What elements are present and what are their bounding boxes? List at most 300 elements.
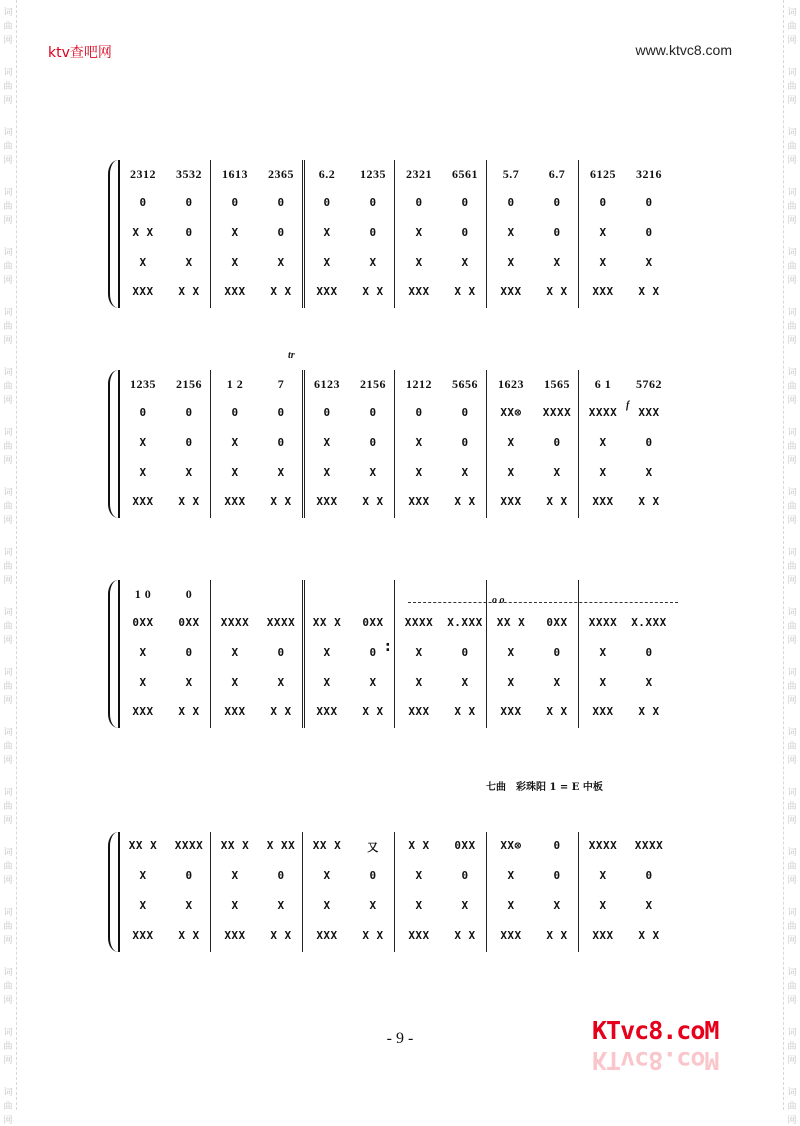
- percussion-note: XXX: [500, 285, 522, 299]
- melody-note: 5762: [636, 376, 662, 391]
- percussion-note: XXX: [316, 929, 338, 942]
- percussion-note: X: [415, 465, 423, 479]
- system-brace: [108, 832, 120, 952]
- percussion-note: XXX: [132, 929, 154, 942]
- margin-char: 网: [3, 696, 13, 706]
- melody-note: 6125: [590, 166, 616, 181]
- margin-char: 曲: [787, 562, 797, 572]
- percussion-note: X: [461, 675, 469, 689]
- percussion-note: X: [139, 646, 147, 659]
- percussion-note: XXX: [224, 285, 246, 299]
- percussion-note: XXXX: [588, 406, 618, 420]
- percussion-note: 0: [461, 406, 469, 420]
- melody-note: 1565: [544, 376, 570, 391]
- percussion-note: 0: [277, 869, 285, 882]
- melody-note: 1212: [406, 376, 432, 391]
- percussion-note: X: [599, 899, 607, 912]
- percussion-note: X X: [638, 705, 660, 719]
- margin-char: 网: [787, 276, 797, 286]
- margin-char: 词: [3, 728, 13, 738]
- percussion-note: X: [323, 465, 331, 479]
- percussion-note: X: [231, 436, 239, 449]
- percussion-note: X: [599, 226, 607, 239]
- margin-char: 网: [787, 96, 797, 106]
- percussion-note: X: [231, 255, 239, 269]
- percussion-note: X: [185, 465, 193, 479]
- percussion-note: X: [461, 899, 469, 912]
- percussion-note: X: [599, 869, 607, 882]
- margin-char: 词: [787, 968, 797, 978]
- melody-note: 6.2: [318, 166, 336, 181]
- margin-char: 曲: [787, 742, 797, 752]
- melody-note: XXXX: [588, 839, 618, 852]
- percussion-note: X: [553, 465, 561, 479]
- percussion-note: X: [599, 646, 607, 659]
- margin-char: 曲: [3, 322, 13, 332]
- page-number: - 9 -: [386, 1030, 414, 1047]
- margin-char: 词: [3, 128, 13, 138]
- margin-char: 词: [3, 908, 13, 918]
- margin-char: 网: [3, 1056, 13, 1066]
- margin-char: 网: [787, 876, 797, 886]
- melody-note: 1235: [130, 376, 156, 391]
- percussion-note: X: [369, 255, 377, 269]
- margin-char: 曲: [787, 262, 797, 272]
- percussion-note: 0: [599, 196, 607, 210]
- margin-char: 网: [3, 456, 13, 466]
- percussion-note: XXX: [132, 495, 154, 509]
- margin-char: 网: [3, 36, 13, 46]
- percussion-note: XXX: [224, 705, 246, 719]
- margin-char: 网: [787, 336, 797, 346]
- percussion-note: X.XXX: [631, 616, 667, 630]
- margin-char: 词: [3, 368, 13, 378]
- percussion-note: 0: [277, 646, 285, 659]
- margin-char: 词: [787, 908, 797, 918]
- margin-char: 曲: [787, 202, 797, 212]
- melody-note: 1613: [222, 166, 248, 181]
- percussion-note: X: [461, 255, 469, 269]
- percussion-note: XX⊗: [500, 406, 522, 420]
- margin-char: 词: [787, 788, 797, 798]
- score-system-3: [118, 580, 680, 728]
- margin-char: 网: [787, 636, 797, 646]
- percussion-note: 0: [461, 646, 469, 659]
- melody-note: 6123: [314, 376, 340, 391]
- margin-char: 词: [787, 368, 797, 378]
- percussion-note: X: [323, 226, 331, 239]
- margin-char: 曲: [3, 562, 13, 572]
- margin-char: 曲: [787, 322, 797, 332]
- percussion-note: XXX: [592, 285, 614, 299]
- percussion-note: XXXX: [542, 406, 572, 420]
- percussion-note: 0: [231, 196, 239, 210]
- margin-char: 曲: [787, 1042, 797, 1052]
- margin-char: 网: [3, 576, 13, 586]
- percussion-note: X: [277, 899, 285, 912]
- margin-char: 网: [3, 516, 13, 526]
- percussion-note: X X: [454, 705, 476, 719]
- margin-char: 词: [3, 68, 13, 78]
- percussion-note: X: [323, 869, 331, 882]
- percussion-note: XX X: [312, 616, 342, 630]
- percussion-note: X: [599, 436, 607, 449]
- percussion-note: XXX: [500, 495, 522, 509]
- margin-char: 曲: [3, 442, 13, 452]
- margin-char: 曲: [787, 142, 797, 152]
- margin-char: 网: [787, 396, 797, 406]
- percussion-note: X X: [132, 226, 154, 239]
- percussion-note: X X: [638, 495, 660, 509]
- margin-char: 网: [787, 696, 797, 706]
- percussion-note: X: [323, 646, 331, 659]
- margin-char: 曲: [787, 802, 797, 812]
- left-margin-strip: [0, 0, 17, 1126]
- margin-char: 曲: [787, 502, 797, 512]
- margin-char: 网: [787, 1116, 797, 1126]
- percussion-note: X: [507, 255, 515, 269]
- melody-note: 0: [185, 586, 193, 601]
- margin-char: 网: [3, 156, 13, 166]
- margin-char: 网: [3, 96, 13, 106]
- percussion-note: X: [323, 675, 331, 689]
- margin-char: 曲: [787, 1102, 797, 1112]
- site-logo: [592, 1016, 742, 1076]
- percussion-note: X: [507, 436, 515, 449]
- margin-char: 词: [3, 1028, 13, 1038]
- percussion-note: XXX: [224, 495, 246, 509]
- margin-char: 词: [787, 488, 797, 498]
- percussion-note: X: [415, 869, 423, 882]
- percussion-note: X: [415, 675, 423, 689]
- percussion-note: 0: [415, 406, 423, 420]
- percussion-note: X: [461, 465, 469, 479]
- margin-char: 词: [787, 68, 797, 78]
- melody-note: 6.7: [548, 166, 566, 181]
- percussion-note: 0: [185, 406, 193, 420]
- repeat-bracket: [408, 602, 678, 603]
- percussion-note: 0: [369, 226, 377, 239]
- margin-char: 词: [3, 968, 13, 978]
- percussion-note: XXXX: [266, 616, 296, 630]
- percussion-note: X X: [546, 705, 568, 719]
- brand-label: ktv查吧网: [48, 45, 112, 61]
- margin-char: 曲: [3, 262, 13, 272]
- margin-char: 网: [3, 816, 13, 826]
- percussion-note: 0: [231, 406, 239, 420]
- trill-mark: tr: [288, 350, 295, 361]
- percussion-note: XXX: [638, 406, 660, 420]
- percussion-note: X: [139, 869, 147, 882]
- margin-char: 网: [3, 336, 13, 346]
- percussion-note: XXX: [592, 929, 614, 942]
- margin-char: 曲: [3, 1042, 13, 1052]
- system-brace: [108, 160, 120, 308]
- percussion-note: X: [415, 899, 423, 912]
- melody-note: 6 1: [594, 376, 612, 391]
- margin-char: 词: [3, 608, 13, 618]
- right-margin-strip: [783, 0, 800, 1126]
- percussion-note: 0: [185, 196, 193, 210]
- percussion-note: 0: [645, 646, 653, 659]
- percussion-note: 0: [369, 406, 377, 420]
- percussion-note: X X: [454, 929, 476, 942]
- percussion-note: X: [185, 255, 193, 269]
- percussion-note: X: [185, 675, 193, 689]
- margin-char: 词: [3, 248, 13, 258]
- percussion-note: X: [139, 465, 147, 479]
- percussion-note: X: [277, 675, 285, 689]
- percussion-note: 0: [507, 196, 515, 210]
- percussion-note: XXX: [132, 705, 154, 719]
- melody-note: 3532: [176, 166, 202, 181]
- margin-char: 网: [787, 936, 797, 946]
- percussion-note: 0: [139, 196, 147, 210]
- percussion-note: X: [553, 255, 561, 269]
- melody-note: 2156: [360, 376, 386, 391]
- percussion-note: XXX: [408, 495, 430, 509]
- margin-char: 词: [787, 8, 797, 18]
- percussion-note: 0: [553, 196, 561, 210]
- percussion-note: 0: [461, 869, 469, 882]
- margin-char: 词: [787, 548, 797, 558]
- margin-char: 曲: [3, 682, 13, 692]
- percussion-note: XXX: [408, 285, 430, 299]
- margin-char: 曲: [3, 742, 13, 752]
- percussion-note: 0: [645, 436, 653, 449]
- melody-note: XX X: [312, 839, 342, 852]
- percussion-note: X: [139, 436, 147, 449]
- percussion-note: 0: [461, 226, 469, 239]
- percussion-note: X: [507, 899, 515, 912]
- percussion-note: 0: [369, 196, 377, 210]
- percussion-note: X X: [270, 495, 292, 509]
- margin-char: 网: [3, 756, 13, 766]
- margin-char: 词: [3, 8, 13, 18]
- margin-char: 曲: [3, 862, 13, 872]
- melody-note: 2312: [130, 166, 156, 181]
- percussion-note: 0: [185, 226, 193, 239]
- margin-char: 网: [3, 876, 13, 886]
- margin-char: 曲: [3, 502, 13, 512]
- score-system-2: [118, 350, 680, 518]
- margin-char: 曲: [3, 22, 13, 32]
- percussion-note: 0: [277, 226, 285, 239]
- margin-char: 词: [3, 548, 13, 558]
- percussion-note: X X: [270, 929, 292, 942]
- percussion-note: X: [369, 899, 377, 912]
- percussion-note: X: [323, 899, 331, 912]
- margin-char: 词: [787, 248, 797, 258]
- margin-char: 网: [787, 36, 797, 46]
- margin-char: 曲: [787, 682, 797, 692]
- margin-char: 网: [3, 996, 13, 1006]
- percussion-note: XXXX: [404, 616, 434, 630]
- margin-char: 词: [3, 668, 13, 678]
- margin-char: 曲: [787, 622, 797, 632]
- percussion-note: X: [599, 255, 607, 269]
- percussion-note: XXX: [592, 495, 614, 509]
- percussion-note: X: [645, 899, 653, 912]
- percussion-note: X X: [454, 285, 476, 299]
- margin-char: 曲: [787, 382, 797, 392]
- percussion-note: X: [231, 226, 239, 239]
- melody-note: XX X: [220, 839, 250, 852]
- percussion-note: 0: [553, 226, 561, 239]
- percussion-note: X: [231, 869, 239, 882]
- melody-note: 5656: [452, 376, 478, 391]
- percussion-note: X: [323, 436, 331, 449]
- percussion-note: X.XXX: [447, 616, 483, 630]
- percussion-note: X: [139, 899, 147, 912]
- percussion-note: XXX: [500, 705, 522, 719]
- percussion-note: X X: [178, 285, 200, 299]
- percussion-note: 0: [645, 869, 653, 882]
- margin-char: 词: [787, 308, 797, 318]
- percussion-note: X X: [546, 495, 568, 509]
- margin-char: 曲: [3, 82, 13, 92]
- percussion-note: XXXX: [588, 616, 618, 630]
- percussion-note: X: [507, 646, 515, 659]
- percussion-note: 0: [323, 406, 331, 420]
- margin-char: 网: [3, 396, 13, 406]
- percussion-note: 0XX: [178, 616, 200, 630]
- margin-char: 曲: [3, 922, 13, 932]
- melody-note: XX X: [128, 839, 158, 852]
- percussion-note: 0: [185, 869, 193, 882]
- percussion-note: X X: [178, 705, 200, 719]
- margin-char: 曲: [787, 22, 797, 32]
- percussion-note: X: [645, 255, 653, 269]
- logo-text: KTvc8.coM: [592, 1016, 719, 1045]
- margin-char: 网: [3, 936, 13, 946]
- margin-char: 词: [787, 428, 797, 438]
- margin-char: 词: [3, 848, 13, 858]
- percussion-note: X X: [638, 285, 660, 299]
- percussion-note: X: [507, 869, 515, 882]
- percussion-note: 0: [277, 406, 285, 420]
- percussion-note: X: [507, 226, 515, 239]
- percussion-note: X: [553, 675, 561, 689]
- percussion-note: 0: [139, 406, 147, 420]
- percussion-note: 0: [323, 196, 331, 210]
- margin-char: 网: [787, 516, 797, 526]
- percussion-note: X X: [270, 705, 292, 719]
- margin-char: 曲: [787, 442, 797, 452]
- percussion-note: 0XX: [132, 616, 154, 630]
- melody-note: XXXX: [634, 839, 664, 852]
- percussion-note: X: [277, 465, 285, 479]
- percussion-note: X: [323, 255, 331, 269]
- melody-note: 1 2: [226, 376, 244, 391]
- percussion-note: 0: [461, 196, 469, 210]
- margin-char: 曲: [3, 982, 13, 992]
- melody-note: 5.7: [502, 166, 520, 181]
- percussion-note: XXX: [500, 929, 522, 942]
- score-system-4: [118, 832, 680, 952]
- percussion-note: 0: [277, 196, 285, 210]
- margin-char: 词: [787, 1028, 797, 1038]
- percussion-note: 0: [645, 226, 653, 239]
- melody-note: 6561: [452, 166, 478, 181]
- percussion-note: XXX: [316, 285, 338, 299]
- margin-char: 词: [3, 428, 13, 438]
- percussion-note: X X: [178, 495, 200, 509]
- margin-char: 曲: [3, 142, 13, 152]
- margin-char: 曲: [3, 382, 13, 392]
- margin-char: 网: [787, 996, 797, 1006]
- system-brace: [108, 580, 120, 728]
- margin-char: 网: [787, 816, 797, 826]
- margin-char: 词: [787, 188, 797, 198]
- percussion-note: X X: [270, 285, 292, 299]
- percussion-note: X: [277, 255, 285, 269]
- percussion-note: X: [231, 646, 239, 659]
- margin-char: 词: [787, 728, 797, 738]
- percussion-note: 0: [185, 646, 193, 659]
- percussion-note: X X: [362, 705, 384, 719]
- section-note: 七曲 彩珠阳 1 = E 中板: [486, 782, 603, 793]
- margin-char: 网: [787, 456, 797, 466]
- percussion-note: X: [139, 255, 147, 269]
- percussion-note: X: [553, 899, 561, 912]
- percussion-note: X X: [454, 495, 476, 509]
- margin-char: 词: [787, 848, 797, 858]
- percussion-note: X: [231, 465, 239, 479]
- margin-char: 词: [787, 608, 797, 618]
- percussion-note: X: [415, 255, 423, 269]
- percussion-note: 0: [369, 646, 377, 659]
- melody-note: 1 0: [134, 586, 152, 601]
- melody-note: 2156: [176, 376, 202, 391]
- percussion-note: XXX: [408, 705, 430, 719]
- percussion-note: X: [507, 465, 515, 479]
- melody-note: 2321: [406, 166, 432, 181]
- margin-char: 词: [3, 788, 13, 798]
- percussion-note: 0: [415, 196, 423, 210]
- percussion-note: X: [645, 465, 653, 479]
- margin-char: 曲: [787, 862, 797, 872]
- melody-note: 1623: [498, 376, 524, 391]
- site-url: www.ktvc8.com: [635, 42, 732, 58]
- melody-note: 又: [367, 841, 379, 854]
- percussion-note: X X: [362, 285, 384, 299]
- percussion-note: X: [599, 675, 607, 689]
- percussion-note: X X: [362, 495, 384, 509]
- percussion-note: X: [231, 899, 239, 912]
- margin-char: 曲: [3, 202, 13, 212]
- melody-note: 2365: [268, 166, 294, 181]
- margin-char: 曲: [3, 802, 13, 812]
- percussion-note: X: [415, 226, 423, 239]
- margin-char: 词: [3, 308, 13, 318]
- margin-char: 网: [787, 576, 797, 586]
- percussion-note: XXX: [316, 495, 338, 509]
- bracket-mark: o o: [492, 595, 505, 606]
- percussion-note: 0: [369, 436, 377, 449]
- percussion-note: X: [415, 436, 423, 449]
- percussion-note: XXX: [592, 705, 614, 719]
- margin-char: 网: [787, 156, 797, 166]
- margin-char: 曲: [3, 1102, 13, 1112]
- percussion-note: 0: [185, 436, 193, 449]
- margin-char: 词: [787, 128, 797, 138]
- margin-char: 词: [787, 1088, 797, 1098]
- percussion-note: XXX: [224, 929, 246, 942]
- percussion-note: XX X: [496, 616, 526, 630]
- score-system-1: [118, 160, 680, 308]
- percussion-note: 0: [553, 436, 561, 449]
